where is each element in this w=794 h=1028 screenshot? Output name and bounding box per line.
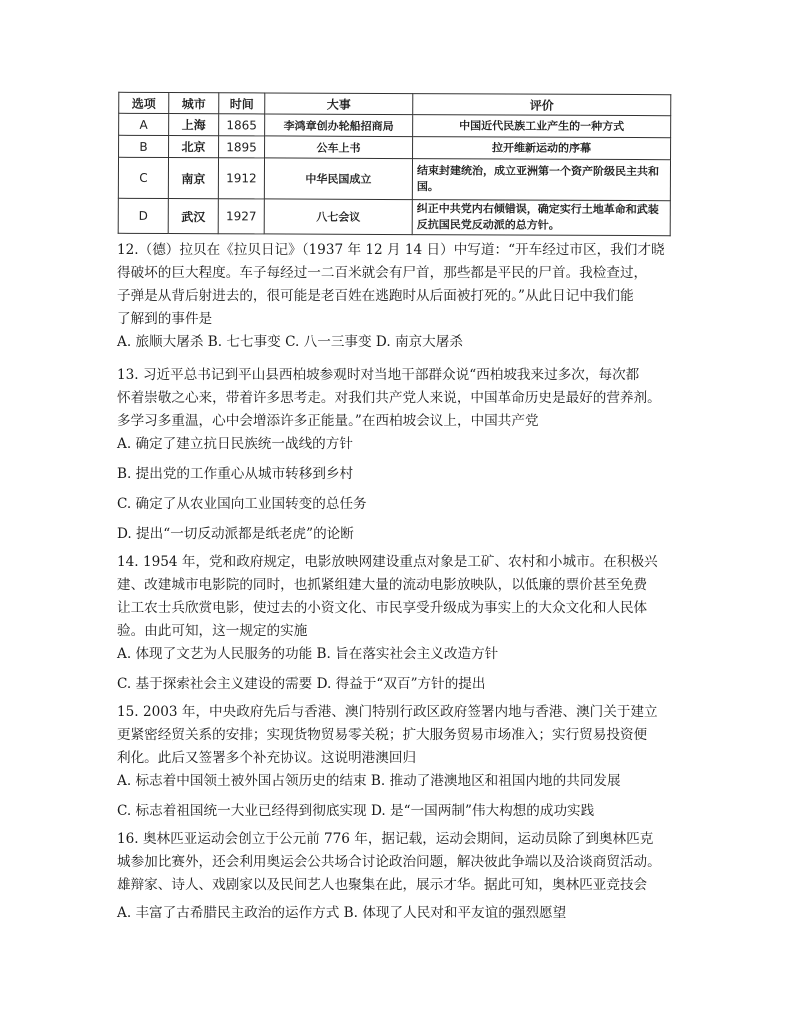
question-13-option-c: C. 确定了从农业国向工业国转变的总任务 <box>117 496 367 512</box>
stem-line: 更紧密经贸关系的安排；实现货物贸易零关税；扩大服务贸易市场准入；实行贸易投资便 <box>117 727 648 743</box>
table-row <box>118 157 670 200</box>
header-event: 大事 <box>265 93 413 115</box>
cell-evaluation: 纠正中共党内右倾错误，确定实行土地革命和武装反抗国民党反动派的总方针。 <box>412 200 670 236</box>
stem-line: 15. 2003 年，中央政府先后与香港、澳门特别行政区政府签署内地与香港、澳门关于建立 <box>117 704 658 720</box>
header-city: 城市 <box>169 93 219 114</box>
stem-line: 得破坏的巨大程度。车子每经过一二百米就会有尸首，那些都是平民的尸首。我检查过， <box>117 265 648 281</box>
stem-line: 城参加比赛外，还会利用奥运会公共场合讨论政治问题，解决彼此争端以及洽谈商贸活动。 <box>117 854 661 870</box>
stem-line: 16. 奥林匹亚运动会创立于公元前 776 年，据记载，运动会期间，运动员除了到奥林匹克 <box>117 831 654 847</box>
stem-line: 利化。此后又签署多个补充协议。这说明港澳回归 <box>117 750 417 766</box>
question-16-stem <box>117 828 661 897</box>
cell-event: 公车上书 <box>265 136 413 159</box>
stem-line: 雄辩家、诗人、戏剧家以及民间艺人也聚集在此，展示才华。据此可知，奥林匹亚竞技会 <box>117 877 648 893</box>
stem-line: 让工农士兵欣赏电影，使过去的小资文化、市民享受升级成为事实上的大众文化和人民体 <box>117 600 648 616</box>
stem-line: 了解到的事件是 <box>117 311 213 327</box>
stem-line: 13. 习近平总书记到平山县西柏坡参观时对当地干部群众说“西柏坡我来过多次，每次都 <box>117 367 640 383</box>
question-14-stem <box>117 551 658 643</box>
cell-event: 中华民国成立 <box>264 158 412 200</box>
cell-city: 南京 <box>168 158 218 199</box>
cell-option: A <box>119 113 169 135</box>
cell-time: 1865 <box>219 114 265 136</box>
header-option: 选项 <box>119 92 169 113</box>
cell-city: 武汉 <box>168 199 218 234</box>
stem-line: 子弹是从背后射进去的，很可能是老百姓在逃跑时从后面被打死的。”从此日记中我们能 <box>117 288 634 304</box>
stem-line: 14. 1954 年，党和政府规定，电影放映网建设重点对象是工矿、农村和小城市。在积极兴 <box>117 554 658 570</box>
history-events-table <box>118 92 671 232</box>
stem-line: 怀着崇敬之心来，带着许多思考走。对我们共产党人来说，中国革命历史是最好的营养剂。 <box>117 390 661 406</box>
cell-event: 八七会议 <box>264 199 412 235</box>
header-evaluation: 评价 <box>413 94 671 116</box>
table-row <box>119 113 671 137</box>
question-13-option-a: A. 确定了建立抗日民族统一战线的方针 <box>117 436 353 452</box>
table-row <box>119 135 671 159</box>
cell-evaluation: 中国近代民族工业产生的一种方式 <box>413 115 671 138</box>
cell-time: 1912 <box>218 158 264 199</box>
stem-line: 建、改建城市电影院的同时，也抓紧组建大量的流动电影放映队，以低廉的票价甚至免费 <box>117 577 648 593</box>
question-13-stem <box>117 364 661 433</box>
question-15-options-ab: A. 标志着中国领土被外国占领历史的结束 B. 推动了港澳地区和祖国内地的共同发展 <box>117 773 621 789</box>
cell-city: 北京 <box>169 136 219 158</box>
stem-line: 验。由此可知，这一规定的实施 <box>117 623 308 639</box>
question-14-options-cd: C. 基于探索社会主义建设的需要 D. 得益于“双百”方针的提出 <box>117 676 486 692</box>
cell-option: C <box>118 157 168 198</box>
table-row <box>118 198 670 235</box>
question-12-stem <box>117 239 665 331</box>
cell-evaluation: 结束封建统治，成立亚洲第一个资产阶级民主共和国。 <box>412 159 670 201</box>
header-time: 时间 <box>219 93 265 114</box>
question-13-option-d: D. 提出“一切反动派都是纸老虎”的论断 <box>117 526 354 542</box>
cell-option: B <box>119 135 169 157</box>
question-13-option-b: B. 提出党的工作重心从城市转移到乡村 <box>117 466 354 482</box>
question-16-options-ab: A. 丰富了古希腊民主政治的运作方式 B. 体现了人民对和平友谊的强烈愿望 <box>117 905 567 921</box>
cell-option: D <box>118 198 168 233</box>
cell-time: 1895 <box>219 136 265 158</box>
stem-line: 多学习多重温，心中会增添许多正能量。”在西柏坡会议上，中国共产党 <box>117 413 539 429</box>
cell-event: 李鸿章创办轮船招商局 <box>265 114 413 137</box>
cell-time: 1927 <box>218 199 264 234</box>
question-14-options-ab: A. 体现了文艺为人民服务的功能 B. 旨在落实社会主义改造方针 <box>117 646 499 662</box>
stem-line: 12.（德）拉贝在《拉贝日记》（1937 年 12 月 14 日）中写道：“开车经过市区，我们才晓 <box>117 242 665 258</box>
cell-city: 上海 <box>169 114 219 136</box>
question-15-options-cd: C. 标志着祖国统一大业已经得到彻底实现 D. 是“一国两制”伟大构想的成功实践 <box>117 803 595 819</box>
table-header-row <box>119 92 671 115</box>
cell-evaluation: 拉开维新运动的序幕 <box>413 137 671 160</box>
question-12-options: A. 旅顺大屠杀 B. 七七事变 C. 八一三事变 D. 南京大屠杀 <box>117 334 463 350</box>
question-15-stem <box>117 701 658 770</box>
events-table <box>118 92 672 236</box>
